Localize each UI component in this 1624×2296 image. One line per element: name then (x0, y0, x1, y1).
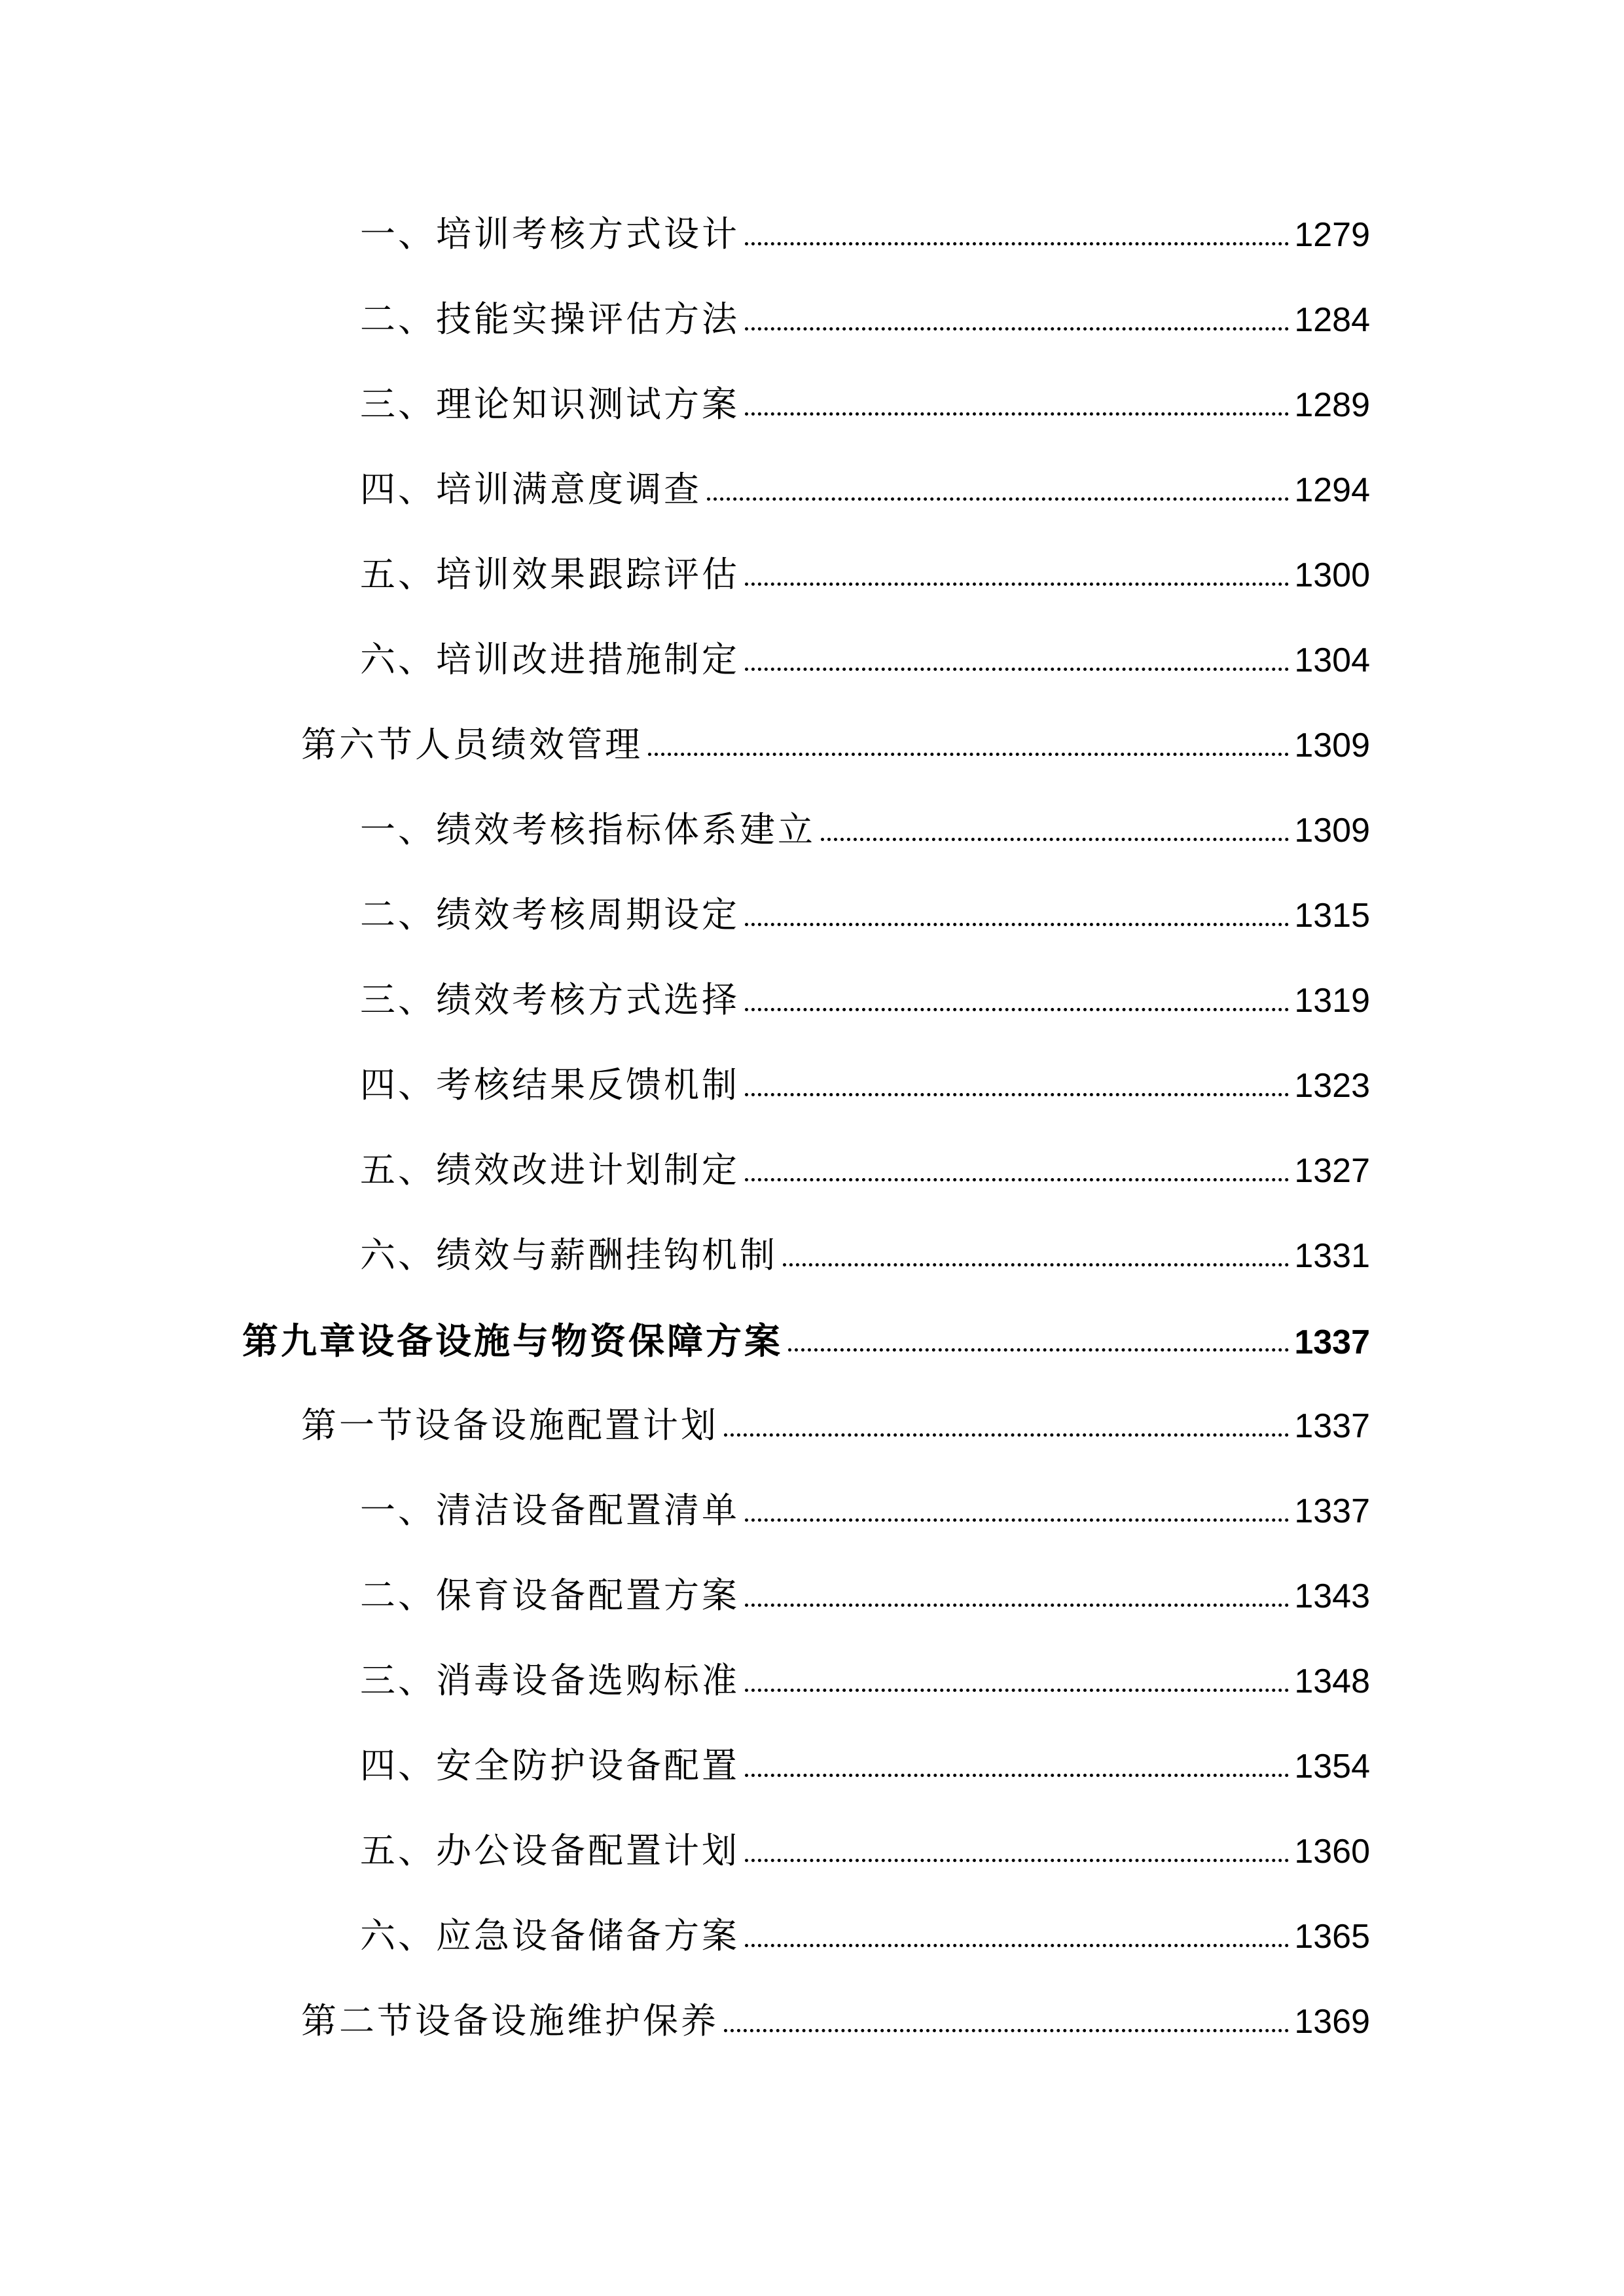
toc-entry-title: 第九章设备设施与物资保障方案 (242, 1319, 784, 1362)
toc-entry[interactable] (360, 1653, 1370, 1705)
toc-leader-dots (745, 1859, 1289, 1862)
toc-entry-title: 四、培训满意度调查 (360, 469, 702, 510)
toc-entry-page: 1323 (1294, 1067, 1370, 1105)
toc-leader-dots (745, 1689, 1289, 1692)
toc-entry-page: 1304 (1294, 641, 1370, 679)
toc-entry-page: 1360 (1294, 1833, 1370, 1871)
toc-leader-dots (745, 327, 1289, 331)
toc-leader-dots (724, 2029, 1289, 2032)
toc-entry-title: 一、培训考核方式设计 (360, 213, 740, 255)
toc-entry-title: 一、绩效考核指标体系建立 (360, 809, 816, 850)
toc-entry[interactable] (360, 1738, 1370, 1790)
toc-entry[interactable] (360, 1227, 1370, 1280)
toc-leader-dots (745, 1178, 1289, 1181)
toc-leader-dots (821, 838, 1289, 841)
toc-entry-page: 1289 (1294, 386, 1370, 424)
toc-entry-title: 一、清洁设备配置清单 (360, 1490, 740, 1531)
toc-entry[interactable] (360, 1057, 1370, 1109)
toc-entry-title: 第二节设备设施维护保养 (301, 2000, 719, 2041)
toc-entry[interactable] (360, 802, 1370, 854)
toc-leader-dots (788, 1348, 1289, 1352)
toc-leader-dots (745, 583, 1289, 586)
toc-entry-page: 1337 (1294, 1407, 1370, 1445)
toc-leader-dots (745, 242, 1289, 245)
toc-leader-dots (745, 1944, 1289, 1947)
toc-entry-title: 六、培训改进措施制定 (360, 639, 740, 680)
toc-entry[interactable] (360, 1568, 1370, 1620)
toc-entry[interactable] (360, 887, 1370, 939)
toc-entry-page: 1331 (1294, 1237, 1370, 1275)
toc-entry[interactable] (301, 717, 1370, 769)
toc-entry-title: 五、办公设备配置计划 (360, 1830, 740, 1871)
toc-entry-page: 1365 (1294, 1918, 1370, 1956)
toc-entry-title: 三、消毒设备选购标准 (360, 1660, 740, 1701)
toc-entry-page: 1343 (1294, 1577, 1370, 1615)
toc-entry-page: 1279 (1294, 216, 1370, 254)
toc-entry-title: 二、保育设备配置方案 (360, 1575, 740, 1616)
toc-entry-title: 四、考核结果反馈机制 (360, 1064, 740, 1105)
toc-entry-page: 1369 (1294, 2003, 1370, 2041)
toc-entry-page: 1337 (1294, 1323, 1370, 1361)
toc-entry-page: 1354 (1294, 1748, 1370, 1785)
toc-leader-dots (783, 1263, 1289, 1266)
toc-entry-page: 1309 (1294, 726, 1370, 764)
toc-entry-page: 1327 (1294, 1152, 1370, 1190)
toc-entry[interactable] (360, 1823, 1370, 1875)
toc-entry-page: 1294 (1294, 471, 1370, 509)
toc-entry-page: 1348 (1294, 1662, 1370, 1700)
toc-leader-dots (745, 1093, 1289, 1096)
toc-entry-title: 第一节设备设施配置计划 (301, 1405, 719, 1446)
toc-entry-title: 二、技能实操评估方法 (360, 298, 740, 340)
toc-entry-title: 四、安全防护设备配置 (360, 1745, 740, 1786)
toc-entry-page: 1319 (1294, 982, 1370, 1020)
toc-leader-dots (707, 497, 1289, 501)
toc-leader-dots (745, 1008, 1289, 1011)
toc-leader-dots (745, 923, 1289, 926)
toc-entry[interactable] (242, 1312, 1370, 1365)
toc-entry-title: 三、绩效考核方式选择 (360, 979, 740, 1020)
toc-entry[interactable] (360, 632, 1370, 684)
toc-entry[interactable] (360, 1142, 1370, 1194)
toc-entry[interactable] (360, 1908, 1370, 1960)
toc-entry-title: 第六节人员绩效管理 (301, 724, 643, 765)
toc-entry-title: 二、绩效考核周期设定 (360, 894, 740, 935)
toc-entry-page: 1309 (1294, 812, 1370, 850)
toc-leader-dots (724, 1433, 1289, 1437)
toc-entry[interactable] (360, 1482, 1370, 1535)
toc-entry[interactable] (301, 1993, 1370, 2045)
toc-entry-title: 六、应急设备储备方案 (360, 1915, 740, 1956)
toc-entry-title: 六、绩效与薪酬挂钩机制 (360, 1234, 778, 1276)
toc-entry-page: 1284 (1294, 301, 1370, 339)
toc-leader-dots (745, 668, 1289, 671)
toc-entry-page: 1315 (1294, 897, 1370, 935)
toc-entry-page: 1300 (1294, 556, 1370, 594)
toc-entry[interactable] (301, 1397, 1370, 1450)
toc-entry[interactable] (360, 972, 1370, 1024)
toc-leader-dots (745, 1518, 1289, 1522)
toc-entry[interactable] (360, 547, 1370, 599)
toc-leader-dots (745, 1774, 1289, 1777)
toc-entry[interactable] (360, 291, 1370, 344)
toc-leader-dots (648, 753, 1289, 756)
toc-entry[interactable] (360, 461, 1370, 514)
toc-entry-title: 三、理论知识测试方案 (360, 384, 740, 425)
toc-entry[interactable] (360, 206, 1370, 259)
toc-entry-page: 1337 (1294, 1492, 1370, 1530)
toc-entry-title: 五、绩效改进计划制定 (360, 1149, 740, 1191)
toc-leader-dots (745, 412, 1289, 416)
toc-entry[interactable] (360, 376, 1370, 429)
toc-leader-dots (745, 1604, 1289, 1607)
toc-entry-title: 五、培训效果跟踪评估 (360, 554, 740, 595)
